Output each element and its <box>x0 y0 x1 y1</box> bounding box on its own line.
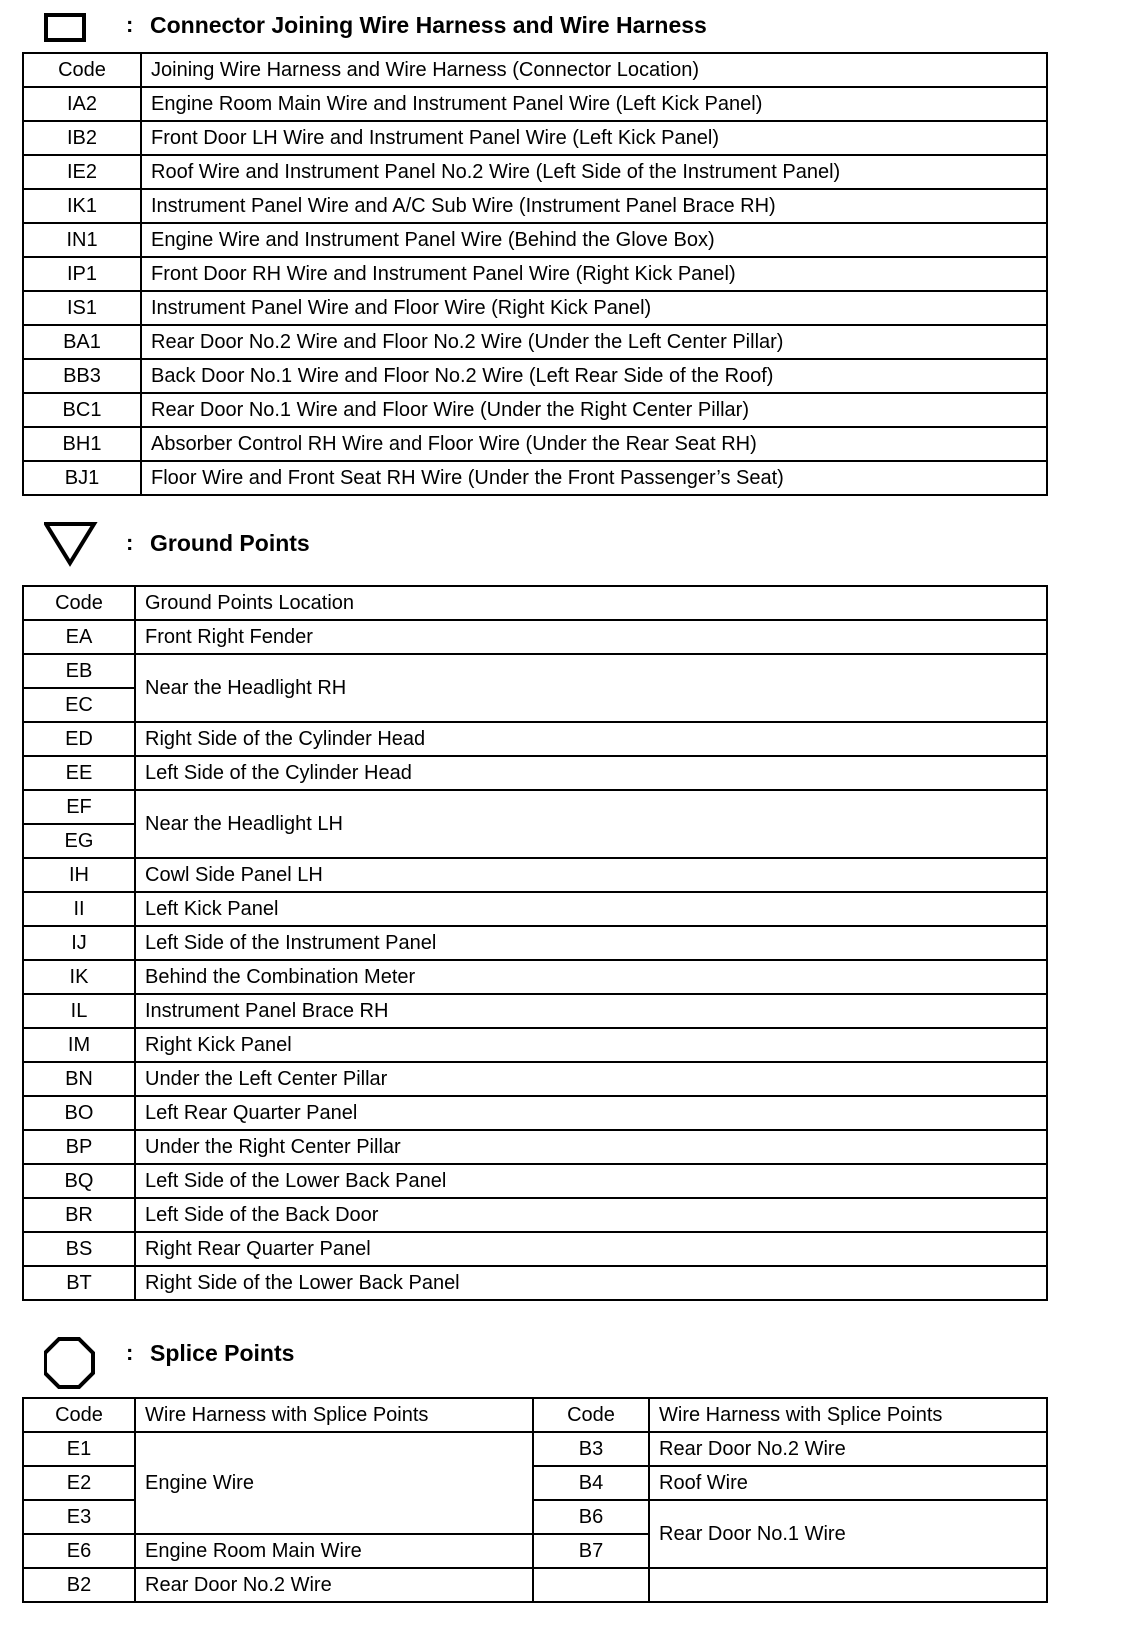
ground-location: Under the Right Center Pillar <box>135 1130 1047 1164</box>
ground-location: Left Rear Quarter Panel <box>135 1096 1047 1130</box>
square-icon <box>44 6 88 42</box>
ground-code: BP <box>23 1130 135 1164</box>
ground-location: Left Side of the Instrument Panel <box>135 926 1047 960</box>
connector-table <box>22 52 1048 496</box>
ground-code: IJ <box>23 926 135 960</box>
connector-description: Front Door LH Wire and Instrument Panel Wire (Left Kick Panel) <box>141 121 1047 155</box>
splice-table <box>22 1397 1048 1603</box>
splice-code: B3 <box>533 1432 649 1466</box>
ground-code: IK <box>23 960 135 994</box>
ground-code: EG <box>23 824 135 858</box>
connector-description: Engine Wire and Instrument Panel Wire (Behind the Glove Box) <box>141 223 1047 257</box>
table-row <box>23 722 1047 756</box>
ground-code: IL <box>23 994 135 1028</box>
connector-description: Front Door RH Wire and Instrument Panel Wire (Right Kick Panel) <box>141 257 1047 291</box>
splice-code: B7 <box>533 1534 649 1568</box>
column-header-code: Code <box>23 1398 135 1432</box>
ground-code: BS <box>23 1232 135 1266</box>
connector-code: IN1 <box>23 223 141 257</box>
table-row <box>23 461 1047 495</box>
ground-code: EB <box>23 654 135 688</box>
table-row <box>23 620 1047 654</box>
splice-code: E3 <box>23 1500 135 1534</box>
ground-code: EA <box>23 620 135 654</box>
connector-code: IK1 <box>23 189 141 223</box>
table-row <box>23 325 1047 359</box>
connector-description: Rear Door No.2 Wire and Floor No.2 Wire (Under the Left Center Pillar) <box>141 325 1047 359</box>
empty-cell <box>533 1568 649 1602</box>
splice-harness: Engine Wire <box>135 1432 533 1534</box>
connector-code: BJ1 <box>23 461 141 495</box>
table-row <box>23 926 1047 960</box>
connector-description: Floor Wire and Front Seat RH Wire (Under the Front Passenger’s Seat) <box>141 461 1047 495</box>
splice-colon: : <box>126 1340 134 1365</box>
table-row <box>23 427 1047 461</box>
ground-colon: : <box>126 530 134 555</box>
ground-code: IH <box>23 858 135 892</box>
column-header-harness: Wire Harness with Splice Points <box>135 1398 533 1432</box>
splice-code: E1 <box>23 1432 135 1466</box>
splice-section-title: Splice Points <box>150 1340 295 1366</box>
table-row <box>23 257 1047 291</box>
table-row <box>23 790 1047 824</box>
ground-code: IM <box>23 1028 135 1062</box>
connector-colon: : <box>126 12 134 37</box>
ground-location: Instrument Panel Brace RH <box>135 994 1047 1028</box>
splice-code: B2 <box>23 1568 135 1602</box>
connector-code: IE2 <box>23 155 141 189</box>
splice-harness: Engine Room Main Wire <box>135 1534 533 1568</box>
ground-location: Behind the Combination Meter <box>135 960 1047 994</box>
empty-cell <box>649 1568 1047 1602</box>
connector-code: IS1 <box>23 291 141 325</box>
table-row <box>23 858 1047 892</box>
connector-code: IB2 <box>23 121 141 155</box>
ground-table <box>22 585 1048 1301</box>
ground-section-title: Ground Points <box>150 530 310 556</box>
table-row <box>23 1432 1047 1466</box>
ground-location: Right Kick Panel <box>135 1028 1047 1062</box>
splice-code: E6 <box>23 1534 135 1568</box>
table-header-row <box>23 586 1047 620</box>
octagon-icon <box>44 1336 104 1392</box>
table-row <box>23 1062 1047 1096</box>
connector-code: IA2 <box>23 87 141 121</box>
table-row <box>23 1568 1047 1602</box>
ground-code: EC <box>23 688 135 722</box>
ground-code: II <box>23 892 135 926</box>
table-row <box>23 87 1047 121</box>
ground-code: EF <box>23 790 135 824</box>
connector-description: Engine Room Main Wire and Instrument Panel Wire (Left Kick Panel) <box>141 87 1047 121</box>
connector-description: Rear Door No.1 Wire and Floor Wire (Under the Right Center Pillar) <box>141 393 1047 427</box>
table-row <box>23 756 1047 790</box>
column-header-code: Code <box>533 1398 649 1432</box>
table-row <box>23 1164 1047 1198</box>
table-row <box>23 393 1047 427</box>
column-header-code: Code <box>23 586 135 620</box>
table-header-row <box>23 1398 1047 1432</box>
table-row <box>23 892 1047 926</box>
ground-location: Near the Headlight RH <box>135 654 1047 722</box>
ground-location: Left Side of the Lower Back Panel <box>135 1164 1047 1198</box>
connector-description: Back Door No.1 Wire and Floor No.2 Wire (Left Rear Side of the Roof) <box>141 359 1047 393</box>
triangle-down-icon <box>44 520 104 570</box>
table-row <box>23 291 1047 325</box>
ground-code: BN <box>23 1062 135 1096</box>
connector-description: Roof Wire and Instrument Panel No.2 Wire (Left Side of the Instrument Panel) <box>141 155 1047 189</box>
column-header-harness: Wire Harness with Splice Points <box>649 1398 1047 1432</box>
table-row <box>23 1096 1047 1130</box>
ground-location: Right Side of the Lower Back Panel <box>135 1266 1047 1300</box>
connector-code: BH1 <box>23 427 141 461</box>
column-header-code: Code <box>23 53 141 87</box>
table-row <box>23 960 1047 994</box>
column-header-location: Joining Wire Harness and Wire Harness (Connector Location) <box>141 53 1047 87</box>
table-row <box>23 1232 1047 1266</box>
table-row <box>23 654 1047 688</box>
splice-harness: Rear Door No.2 Wire <box>649 1432 1047 1466</box>
table-row <box>23 1198 1047 1232</box>
ground-location: Left Side of the Cylinder Head <box>135 756 1047 790</box>
ground-location: Cowl Side Panel LH <box>135 858 1047 892</box>
ground-code: EE <box>23 756 135 790</box>
ground-location: Left Side of the Back Door <box>135 1198 1047 1232</box>
splice-code: E2 <box>23 1466 135 1500</box>
ground-location: Front Right Fender <box>135 620 1047 654</box>
ground-code: ED <box>23 722 135 756</box>
ground-location: Right Rear Quarter Panel <box>135 1232 1047 1266</box>
table-row <box>23 189 1047 223</box>
ground-location: Near the Headlight LH <box>135 790 1047 858</box>
table-row <box>23 359 1047 393</box>
splice-code: B6 <box>533 1500 649 1534</box>
table-header-row <box>23 53 1047 87</box>
splice-harness: Roof Wire <box>649 1466 1047 1500</box>
table-row <box>23 994 1047 1028</box>
ground-code: BR <box>23 1198 135 1232</box>
connector-description: Instrument Panel Wire and A/C Sub Wire (Instrument Panel Brace RH) <box>141 189 1047 223</box>
column-header-location: Ground Points Location <box>135 586 1047 620</box>
ground-code: BT <box>23 1266 135 1300</box>
table-row <box>23 155 1047 189</box>
ground-code: BQ <box>23 1164 135 1198</box>
table-row <box>23 1130 1047 1164</box>
connector-description: Absorber Control RH Wire and Floor Wire (Under the Rear Seat RH) <box>141 427 1047 461</box>
ground-code: BO <box>23 1096 135 1130</box>
splice-harness: Rear Door No.1 Wire <box>649 1500 1047 1568</box>
table-row <box>23 1028 1047 1062</box>
ground-location: Right Side of the Cylinder Head <box>135 722 1047 756</box>
connector-section-title: Connector Joining Wire Harness and Wire Harness <box>150 12 707 38</box>
connector-description: Instrument Panel Wire and Floor Wire (Right Kick Panel) <box>141 291 1047 325</box>
connector-code: BA1 <box>23 325 141 359</box>
splice-code: B4 <box>533 1466 649 1500</box>
splice-harness: Rear Door No.2 Wire <box>135 1568 533 1602</box>
connector-code: BC1 <box>23 393 141 427</box>
table-row <box>23 121 1047 155</box>
ground-location: Left Kick Panel <box>135 892 1047 926</box>
table-row <box>23 223 1047 257</box>
ground-location: Under the Left Center Pillar <box>135 1062 1047 1096</box>
table-row <box>23 1266 1047 1300</box>
connector-code: BB3 <box>23 359 141 393</box>
connector-code: IP1 <box>23 257 141 291</box>
